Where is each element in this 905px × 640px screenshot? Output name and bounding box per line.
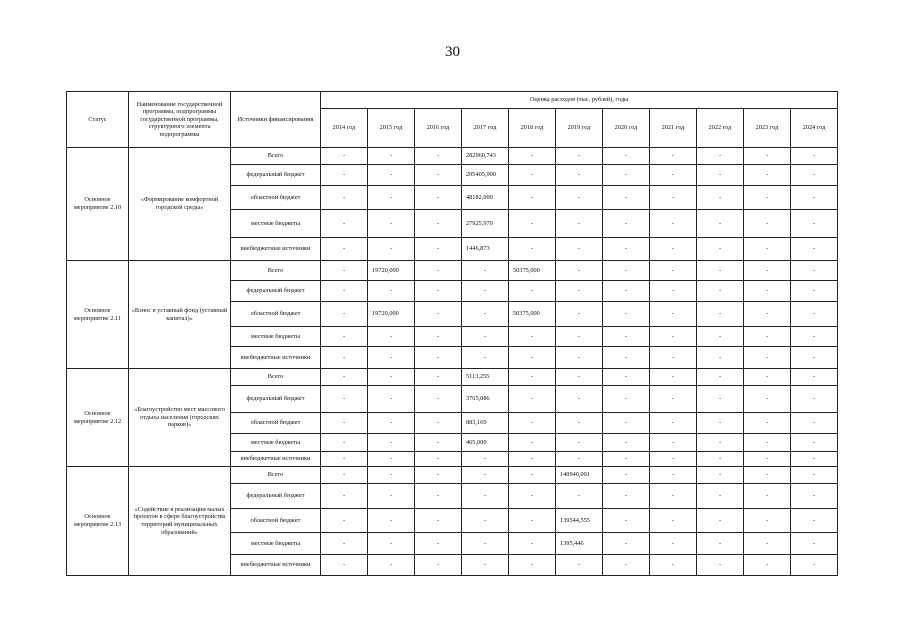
value-cell: - — [368, 533, 415, 555]
value-cell: - — [791, 210, 838, 238]
value-cell: - — [744, 186, 791, 210]
funding-source: внебюджетные источники — [231, 555, 321, 576]
funding-source: областной бюджет — [231, 413, 321, 434]
value-cell: - — [603, 186, 650, 210]
value-cell: - — [509, 165, 556, 186]
value-cell: - — [603, 413, 650, 434]
header-year: 2018 год — [509, 109, 556, 148]
value-cell: - — [509, 347, 556, 369]
funding-source: Всего — [231, 467, 321, 484]
value-cell: - — [650, 261, 697, 281]
value-cell: - — [603, 148, 650, 165]
value-cell: - — [744, 302, 791, 327]
value-cell: 139544,555 — [556, 509, 603, 533]
value-cell: - — [509, 413, 556, 434]
value-cell: - — [462, 452, 509, 467]
section-status: Основное мероприятие 2.11 — [67, 261, 129, 369]
value-cell: - — [697, 186, 744, 210]
value-cell: - — [368, 165, 415, 186]
value-cell: - — [509, 369, 556, 386]
value-cell: 27925,970 — [462, 210, 509, 238]
value-cell: - — [744, 509, 791, 533]
section-name: «Формирование комфортной городской среды» — [129, 148, 231, 261]
funding-source: местные бюджеты — [231, 434, 321, 452]
value-cell: - — [321, 327, 368, 347]
value-cell: - — [509, 484, 556, 509]
value-cell: - — [415, 484, 462, 509]
value-cell: - — [509, 210, 556, 238]
value-cell: - — [744, 281, 791, 302]
value-cell: - — [791, 165, 838, 186]
value-cell: - — [791, 467, 838, 484]
value-cell: - — [697, 434, 744, 452]
section-name: «Взнос в уставный фонд (уставный капитал)» — [129, 261, 231, 369]
section-name: «Благоустройство мест массового отдыха населения (городских парков)» — [129, 369, 231, 467]
value-cell: - — [744, 238, 791, 261]
value-cell: - — [368, 238, 415, 261]
value-cell: - — [697, 467, 744, 484]
value-cell: 19720,000 — [368, 302, 415, 327]
value-cell: - — [509, 327, 556, 347]
value-cell: - — [462, 484, 509, 509]
value-cell: - — [556, 484, 603, 509]
value-cell: 883,169 — [462, 413, 509, 434]
value-cell: - — [321, 434, 368, 452]
value-cell: - — [321, 281, 368, 302]
value-cell: - — [415, 509, 462, 533]
funding-source: внебюджетные источники — [231, 347, 321, 369]
value-cell: - — [744, 467, 791, 484]
value-cell: - — [603, 555, 650, 576]
value-cell: - — [744, 434, 791, 452]
value-cell: - — [509, 386, 556, 413]
value-cell: - — [791, 327, 838, 347]
value-cell: - — [321, 148, 368, 165]
value-cell: - — [556, 186, 603, 210]
header-year: 2022 год — [697, 109, 744, 148]
value-cell: - — [509, 186, 556, 210]
value-cell: 48182,000 — [462, 186, 509, 210]
value-cell: - — [368, 484, 415, 509]
funding-source: федеральный бюджет — [231, 281, 321, 302]
value-cell: - — [462, 509, 509, 533]
value-cell: - — [368, 210, 415, 238]
table-row — [67, 261, 838, 281]
value-cell: - — [415, 238, 462, 261]
value-cell: - — [744, 555, 791, 576]
value-cell: - — [368, 452, 415, 467]
value-cell: - — [791, 509, 838, 533]
value-cell: - — [791, 413, 838, 434]
value-cell: - — [556, 165, 603, 186]
value-cell: - — [697, 261, 744, 281]
value-cell: - — [791, 555, 838, 576]
value-cell: - — [603, 165, 650, 186]
value-cell: - — [650, 533, 697, 555]
funding-source: местные бюджеты — [231, 210, 321, 238]
value-cell: - — [415, 452, 462, 467]
value-cell: - — [744, 165, 791, 186]
value-cell: - — [650, 509, 697, 533]
value-cell: - — [509, 434, 556, 452]
value-cell: - — [509, 467, 556, 484]
value-cell: - — [650, 327, 697, 347]
value-cell: - — [744, 347, 791, 369]
value-cell: - — [415, 302, 462, 327]
funding-source: федеральный бюджет — [231, 165, 321, 186]
value-cell: - — [791, 452, 838, 467]
value-cell: 140940,001 — [556, 467, 603, 484]
header-name: Наименование государственной программы, подпрограммы государственной программы, структурного элемента подпрограммы — [129, 92, 231, 148]
value-cell: - — [321, 555, 368, 576]
value-cell: - — [791, 302, 838, 327]
value-cell: - — [556, 369, 603, 386]
value-cell: - — [368, 347, 415, 369]
value-cell: - — [556, 413, 603, 434]
value-cell: - — [650, 210, 697, 238]
value-cell: - — [744, 484, 791, 509]
value-cell: - — [697, 555, 744, 576]
page-number: 30 — [445, 44, 460, 60]
value-cell: - — [603, 238, 650, 261]
value-cell: - — [462, 281, 509, 302]
value-cell: - — [603, 484, 650, 509]
value-cell: - — [321, 467, 368, 484]
header-year: 2017 год — [462, 109, 509, 148]
value-cell: - — [509, 238, 556, 261]
value-cell: - — [368, 186, 415, 210]
value-cell: - — [603, 210, 650, 238]
value-cell: - — [744, 386, 791, 413]
value-cell: - — [368, 148, 415, 165]
value-cell: - — [791, 186, 838, 210]
section-status: Основное мероприятие 2.13 — [67, 467, 129, 576]
value-cell: - — [650, 302, 697, 327]
value-cell: - — [462, 327, 509, 347]
value-cell: - — [650, 238, 697, 261]
header-status: Статус — [67, 92, 129, 148]
value-cell: 5113,255 — [462, 369, 509, 386]
header-source: Источники финансирования — [231, 92, 321, 148]
value-cell: - — [650, 369, 697, 386]
table-row — [67, 369, 838, 386]
value-cell: 465,000 — [462, 434, 509, 452]
value-cell: - — [368, 369, 415, 386]
value-cell: - — [415, 555, 462, 576]
value-cell: - — [415, 533, 462, 555]
value-cell: - — [697, 327, 744, 347]
funding-source: местные бюджеты — [231, 327, 321, 347]
value-cell: 1395,446 — [556, 533, 603, 555]
header-year: 2016 год — [415, 109, 462, 148]
value-cell: 1446,873 — [462, 238, 509, 261]
value-cell: - — [415, 386, 462, 413]
value-cell: - — [509, 452, 556, 467]
value-cell: - — [556, 148, 603, 165]
value-cell: - — [462, 347, 509, 369]
funding-source: областной бюджет — [231, 186, 321, 210]
section-name: «Содействие в реализации малых проектов в сфере благоустройства территорий муниципальных образований» — [129, 467, 231, 576]
value-cell: 50375,000 — [509, 302, 556, 327]
value-cell: - — [368, 467, 415, 484]
value-cell: - — [791, 148, 838, 165]
value-cell: - — [744, 452, 791, 467]
funding-source: внебюджетные источники — [231, 452, 321, 467]
value-cell: - — [415, 281, 462, 302]
value-cell: - — [368, 509, 415, 533]
funding-source: федеральный бюджет — [231, 386, 321, 413]
section-status: Основное мероприятие 2.10 — [67, 148, 129, 261]
value-cell: - — [415, 434, 462, 452]
value-cell: - — [462, 261, 509, 281]
value-cell: - — [556, 281, 603, 302]
value-cell: - — [556, 386, 603, 413]
value-cell: - — [321, 452, 368, 467]
value-cell: - — [791, 484, 838, 509]
value-cell: - — [650, 386, 697, 413]
funding-source: Всего — [231, 261, 321, 281]
value-cell: - — [321, 386, 368, 413]
value-cell: - — [697, 452, 744, 467]
value-cell: - — [321, 186, 368, 210]
value-cell: - — [603, 509, 650, 533]
value-cell: - — [791, 386, 838, 413]
header-year: 2014 год — [321, 109, 368, 148]
value-cell: - — [791, 434, 838, 452]
value-cell: - — [697, 369, 744, 386]
value-cell: - — [650, 186, 697, 210]
table-row — [67, 148, 838, 165]
value-cell: - — [321, 238, 368, 261]
value-cell: - — [744, 369, 791, 386]
value-cell: - — [697, 165, 744, 186]
value-cell: - — [556, 555, 603, 576]
table-row — [67, 467, 838, 484]
value-cell: - — [650, 148, 697, 165]
value-cell: - — [321, 165, 368, 186]
value-cell: - — [697, 238, 744, 261]
funding-source: областной бюджет — [231, 302, 321, 327]
value-cell: - — [603, 452, 650, 467]
value-cell: - — [321, 369, 368, 386]
section-status: Основное мероприятие 2.12 — [67, 369, 129, 467]
value-cell: - — [650, 484, 697, 509]
funding-source: Всего — [231, 148, 321, 165]
value-cell: - — [791, 533, 838, 555]
value-cell: - — [321, 413, 368, 434]
value-cell: - — [415, 369, 462, 386]
value-cell: - — [462, 533, 509, 555]
funding-source: внебюджетные источники — [231, 238, 321, 261]
value-cell: - — [791, 238, 838, 261]
value-cell: 50375,000 — [509, 261, 556, 281]
value-cell: - — [697, 484, 744, 509]
value-cell: - — [791, 369, 838, 386]
header-year: 2023 год — [744, 109, 791, 148]
header-year: 2020 год — [603, 109, 650, 148]
value-cell: - — [697, 148, 744, 165]
value-cell: - — [556, 434, 603, 452]
value-cell: - — [697, 413, 744, 434]
budget-table — [66, 91, 838, 576]
value-cell: - — [415, 467, 462, 484]
value-cell: - — [509, 509, 556, 533]
value-cell: 3765,086 — [462, 386, 509, 413]
value-cell: - — [744, 210, 791, 238]
value-cell: - — [697, 347, 744, 369]
value-cell: - — [321, 302, 368, 327]
value-cell: - — [650, 347, 697, 369]
value-cell: - — [650, 434, 697, 452]
value-cell: - — [509, 555, 556, 576]
value-cell: - — [697, 386, 744, 413]
value-cell: - — [603, 302, 650, 327]
funding-source: Всего — [231, 369, 321, 386]
value-cell: - — [415, 165, 462, 186]
value-cell: - — [603, 386, 650, 413]
value-cell: 205405,900 — [462, 165, 509, 186]
value-cell: - — [509, 533, 556, 555]
value-cell: - — [368, 281, 415, 302]
value-cell: - — [650, 555, 697, 576]
value-cell: - — [462, 555, 509, 576]
value-cell: - — [415, 347, 462, 369]
value-cell: - — [697, 302, 744, 327]
header-year: 2015 год — [368, 109, 415, 148]
value-cell: - — [368, 413, 415, 434]
value-cell: - — [650, 165, 697, 186]
value-cell: - — [556, 302, 603, 327]
value-cell: - — [321, 347, 368, 369]
value-cell: - — [603, 327, 650, 347]
funding-source: федеральный бюджет — [231, 484, 321, 509]
value-cell: - — [791, 261, 838, 281]
value-cell: - — [603, 261, 650, 281]
value-cell: - — [603, 347, 650, 369]
header-estimate: Оценка расходов (тыс. рублей), годы — [321, 92, 838, 109]
value-cell: - — [415, 413, 462, 434]
value-cell: - — [697, 281, 744, 302]
header-year: 2024 год — [791, 109, 838, 148]
header-year: 2021 год — [650, 109, 697, 148]
value-cell: - — [556, 327, 603, 347]
value-cell: - — [697, 210, 744, 238]
value-cell: - — [321, 210, 368, 238]
value-cell: 19720,000 — [368, 261, 415, 281]
value-cell: - — [415, 210, 462, 238]
value-cell: - — [415, 327, 462, 347]
funding-source: областной бюджет — [231, 509, 321, 533]
header-year: 2019 год — [556, 109, 603, 148]
value-cell: - — [744, 148, 791, 165]
value-cell: - — [603, 533, 650, 555]
value-cell: - — [321, 509, 368, 533]
value-cell: - — [650, 452, 697, 467]
value-cell: - — [368, 555, 415, 576]
value-cell: - — [556, 210, 603, 238]
value-cell: - — [509, 281, 556, 302]
value-cell: - — [744, 413, 791, 434]
value-cell: - — [556, 452, 603, 467]
value-cell: - — [603, 369, 650, 386]
value-cell: - — [415, 261, 462, 281]
funding-source: местные бюджеты — [231, 533, 321, 555]
value-cell: - — [650, 281, 697, 302]
value-cell: - — [603, 467, 650, 484]
value-cell: - — [744, 261, 791, 281]
value-cell: 282960,743 — [462, 148, 509, 165]
value-cell: - — [791, 281, 838, 302]
value-cell: - — [556, 261, 603, 281]
value-cell: - — [650, 413, 697, 434]
value-cell: - — [415, 186, 462, 210]
value-cell: - — [697, 533, 744, 555]
value-cell: - — [556, 347, 603, 369]
value-cell: - — [556, 238, 603, 261]
value-cell: - — [650, 467, 697, 484]
value-cell: - — [603, 434, 650, 452]
value-cell: - — [697, 509, 744, 533]
value-cell: - — [321, 533, 368, 555]
value-cell: - — [462, 302, 509, 327]
value-cell: - — [744, 533, 791, 555]
value-cell: - — [791, 347, 838, 369]
value-cell: - — [744, 327, 791, 347]
value-cell: - — [415, 148, 462, 165]
value-cell: - — [603, 281, 650, 302]
value-cell: - — [368, 434, 415, 452]
value-cell: - — [509, 148, 556, 165]
value-cell: - — [321, 261, 368, 281]
value-cell: - — [462, 467, 509, 484]
value-cell: - — [321, 484, 368, 509]
value-cell: - — [368, 386, 415, 413]
value-cell: - — [368, 327, 415, 347]
